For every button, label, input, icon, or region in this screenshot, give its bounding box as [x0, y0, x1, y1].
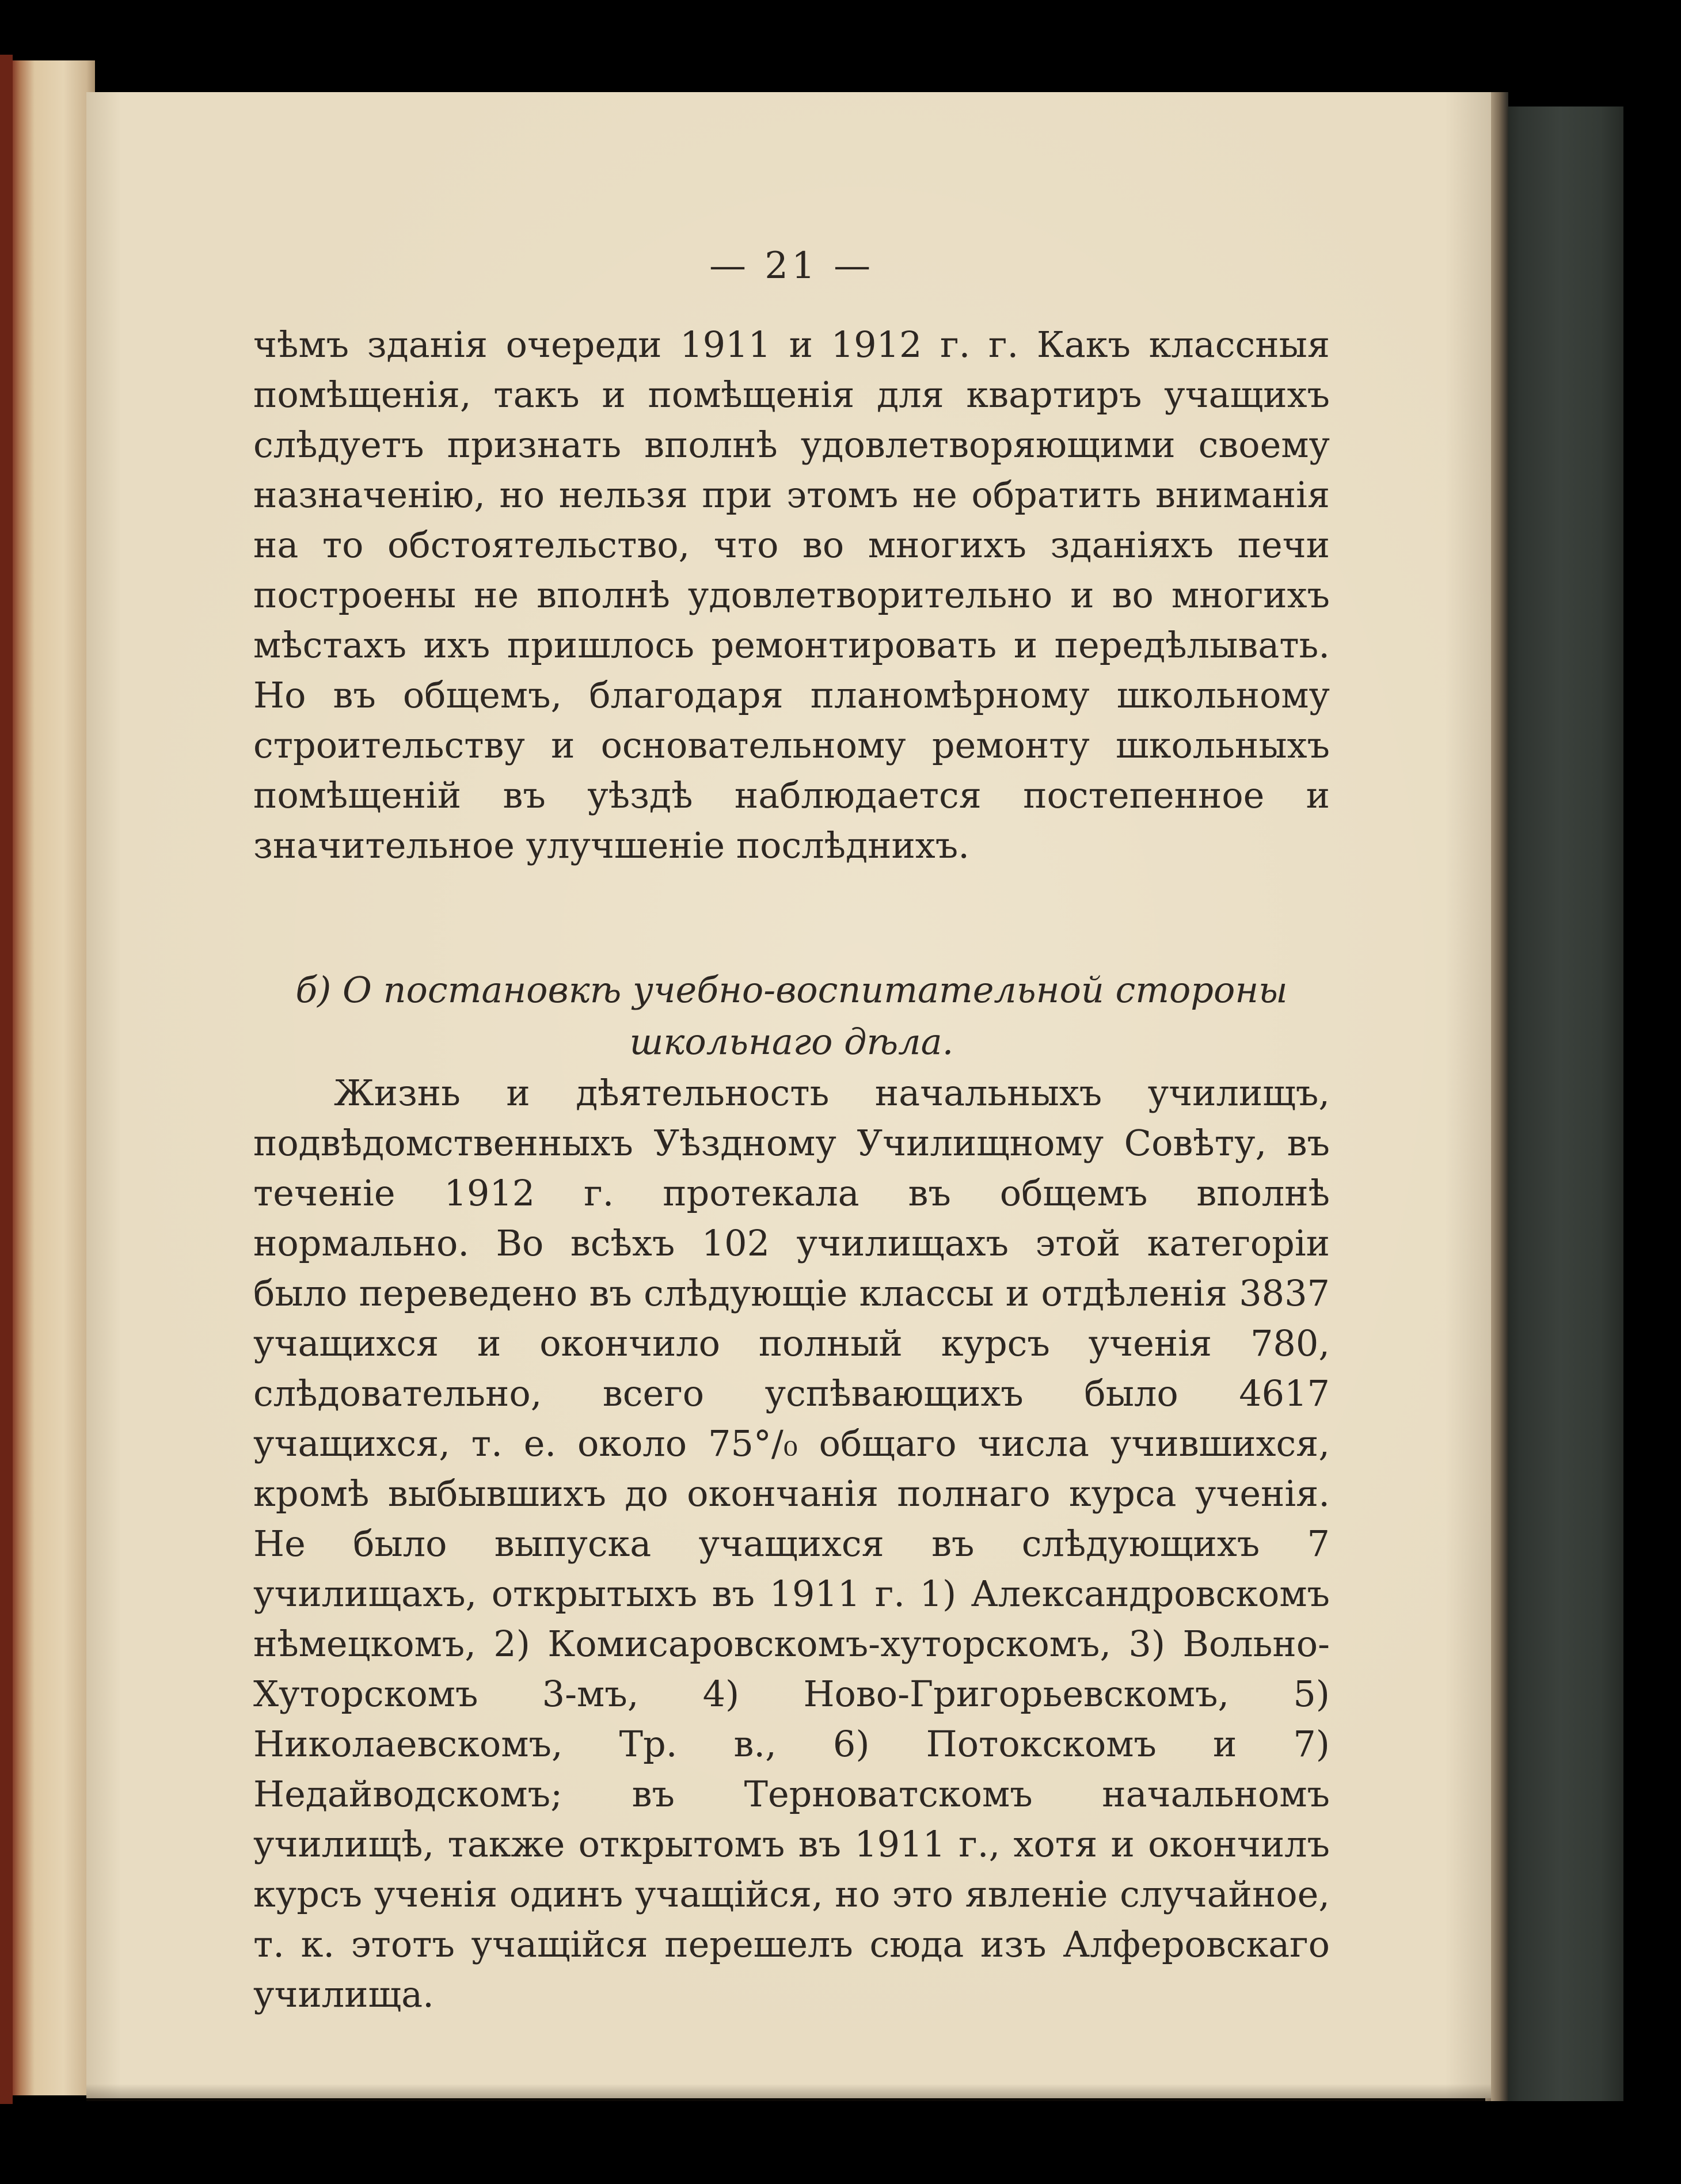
book-page [86, 92, 1491, 2098]
book-spine-edge [0, 55, 13, 2104]
book-cover [1497, 106, 1623, 2101]
paragraph-text: Жизнь и дѣятельность начальныхъ училищъ, подвѣдомственныхъ Уѣздному Училищному Совѣту, въ теченіе 1912 г. протекала въ общемъ вполнѣ нормально. Во всѣхъ 102 училищахъ этой категоріи было переведено въ слѣдующіе классы и отдѣленія 3837 учащихся и окончило полный курсъ ученія 780, слѣдовательно, всего успѣвающихъ было 4617 учащихся, т. е. около 75°/₀ общаго числа учившихся, кромѣ выбывшихъ до окончанія полнаго курса ученія. Не было выпуска учащихся въ слѣдующихъ 7 училищахъ, открытыхъ въ 1911 г. 1) Александровскомъ нѣмецкомъ, 2) Комисаровскомъ-хуторскомъ, 3) Вольно-Хуторскомъ 3-мъ, 4) Ново-Григорьевскомъ, 5) Николаевскомъ, Тр. в., 6) Потокскомъ и 7) Недайводскомъ; въ Терноватскомъ начальномъ училищѣ, также открытомъ въ 1911 г., хотя и окончилъ курсъ ученія одинъ учащійся, но это явленіе случайное, т. к. этотъ учащійся перешелъ сюда изъ Алферовскаго училища. [253, 1072, 1330, 2015]
paragraph-text: чѣмъ зданія очереди 1911 и 1912 г. г. Какъ классныя помѣщенія, такъ и помѣщенія для квартиръ учащихъ слѣдуетъ признать вполнѣ удовлетворяющими своему назначенію, но нельзя при этомъ не обратить вниманія на то обстоятельство, что во многихъ зданіяхъ печи построены не вполнѣ удовлетворительно и во многихъ мѣстахъ ихъ пришлось ремонтировать и передѣлывать. Но въ общемъ, благодаря планомѣрному школьному строительству и основательному ремонту школьныхъ помѣщеній въ уѣздѣ наблюдается постепенное и значительное улучшеніе послѣднихъ. [253, 324, 1330, 866]
page-number: — 21 — [709, 245, 874, 287]
section-heading-line-1: б) О постановкѣ учебно-воспитательной стороны [295, 969, 1288, 1011]
adjacent-page-edge [0, 60, 95, 2095]
paragraph-school-activity [253, 1068, 1330, 2019]
section-heading [253, 964, 1330, 1068]
section-heading-line-2: школьнаго дѣла. [629, 1021, 954, 1063]
page-bottom-shadow [86, 2084, 1491, 2101]
paragraph-building-condition [253, 319, 1330, 870]
